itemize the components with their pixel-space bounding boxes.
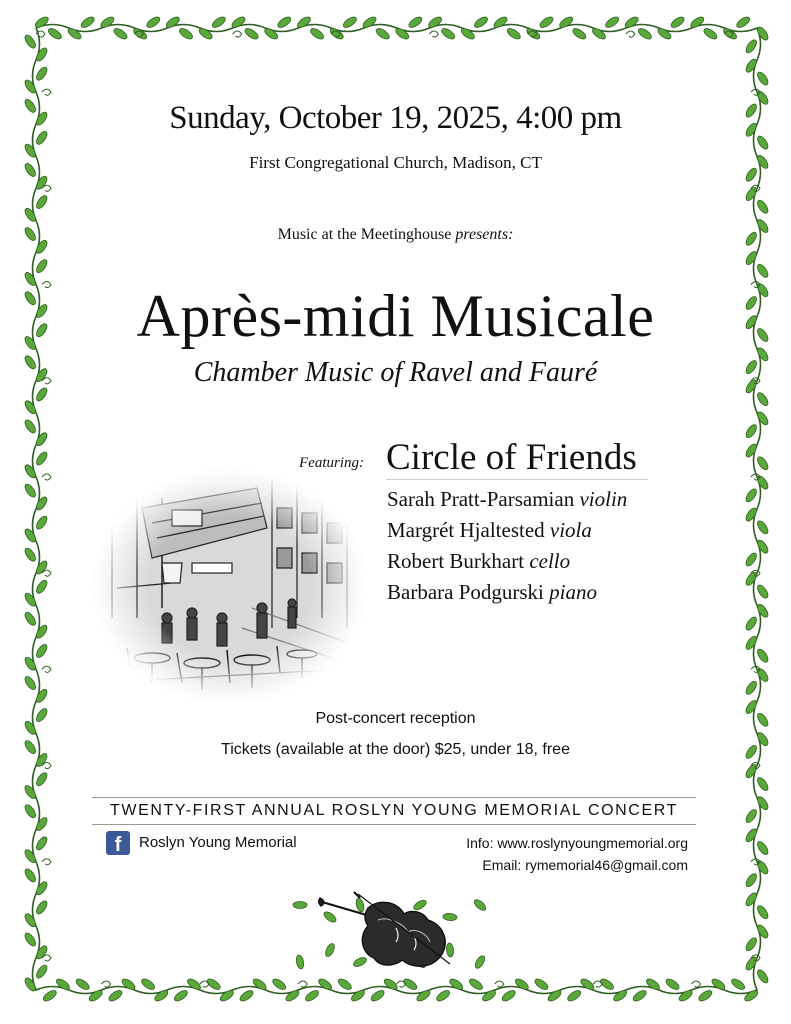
vine-leaf	[744, 442, 759, 458]
presenter-line	[0, 226, 791, 244]
vine-leaf	[145, 15, 161, 30]
vine-leaf	[538, 15, 554, 30]
concert-title: Après-midi Musicale	[136, 283, 655, 349]
vine-leaf	[23, 418, 38, 434]
vine-leaf	[604, 15, 620, 30]
vine-leaf	[23, 848, 38, 864]
vine-tendril	[42, 859, 51, 865]
vine-leaf	[34, 175, 49, 191]
violin-drawing	[318, 888, 458, 976]
vine-leaf	[755, 455, 770, 471]
vine-leaf	[473, 15, 489, 30]
vine-leaf	[710, 977, 726, 992]
vine-leaf	[34, 559, 49, 575]
vine-leaf	[460, 26, 476, 41]
vine-leaf	[645, 977, 661, 992]
vine-leaf	[744, 551, 759, 567]
vine-leaf	[23, 675, 38, 691]
vine-leaf	[34, 771, 49, 787]
vine-tendril	[692, 981, 701, 987]
vine-leaf	[23, 547, 38, 563]
vine-leaf	[744, 680, 759, 696]
vine-leaf	[374, 26, 390, 41]
vine-leaf	[755, 474, 770, 490]
vine-leaf	[744, 936, 759, 952]
info-website[interactable]: Info: www.roslynyoungmemorial.org	[466, 835, 688, 851]
vine-leaf	[23, 912, 38, 928]
presenter-verb: presents:	[455, 226, 514, 243]
vine-leaf	[448, 977, 464, 992]
vine-leaf	[677, 988, 693, 1003]
vine-leaf	[702, 26, 718, 41]
vine-leaf	[186, 977, 202, 992]
vine-leaf	[34, 944, 49, 960]
vine-leaf	[755, 410, 770, 426]
vine-leaf	[342, 15, 358, 30]
vine-leaf	[744, 250, 759, 266]
cafe-terrace-sketch	[92, 468, 368, 704]
vine-leaf	[23, 399, 38, 415]
vine-leaf	[295, 954, 305, 969]
vine-leaf	[407, 15, 423, 30]
vine-tendril	[593, 981, 602, 987]
vine-leaf	[34, 880, 49, 896]
vine-leaf	[755, 795, 770, 811]
performer-instrument: viola	[549, 518, 592, 542]
vine-leaf	[591, 26, 607, 41]
vine-leaf	[74, 977, 90, 992]
vine-leaf	[34, 450, 49, 466]
vine-leaf	[744, 891, 759, 907]
performer-name: Sarah Pratt-Parsamian	[387, 487, 575, 511]
vine-tendril	[200, 981, 209, 987]
vine-leaf	[558, 15, 574, 30]
vine-leaf	[656, 26, 672, 41]
event-venue: First Congregational Church, Madison, CT	[249, 153, 542, 172]
vine-leaf	[566, 988, 582, 1003]
vine-leaf	[23, 591, 38, 607]
facebook-page-link[interactable]: Roslyn Young Memorial	[139, 834, 297, 851]
performer-3	[387, 549, 570, 574]
vine-leaf	[472, 898, 487, 913]
vine-leaf	[744, 423, 759, 439]
vine-leaf	[755, 583, 770, 599]
vine-leaf	[79, 15, 95, 30]
vine-tendril	[298, 981, 307, 987]
facebook-icon[interactable]: f	[106, 831, 130, 855]
vine-leaf	[440, 26, 456, 41]
vine-leaf	[743, 988, 759, 1003]
vine-leaf	[506, 26, 522, 41]
vine-leaf	[34, 623, 49, 639]
vine-leaf	[744, 506, 759, 522]
vine-leaf	[350, 988, 366, 1003]
vine-leaf	[120, 977, 136, 992]
vine-leaf	[755, 519, 770, 535]
vine-leaf	[34, 66, 49, 82]
vine-leaf	[34, 835, 49, 851]
vine-leaf	[23, 78, 38, 94]
vine-leaf	[99, 15, 115, 30]
vine-leaf	[153, 988, 169, 1003]
vine-leaf	[276, 15, 292, 30]
vine-leaf	[481, 988, 497, 1003]
vine-leaf	[571, 26, 587, 41]
vine-leaf	[402, 977, 418, 992]
vine-leaf	[197, 26, 213, 41]
vine-leaf	[23, 527, 38, 543]
vine-leaf	[612, 988, 628, 1003]
vine-leaf	[34, 194, 49, 210]
vine-leaf	[23, 803, 38, 819]
vine-leaf	[47, 26, 63, 41]
performer-name: Robert Burkhart	[387, 549, 525, 573]
vine-leaf	[23, 207, 38, 223]
performer-name: Barbara Podgurski	[387, 580, 544, 604]
vine-leaf	[23, 867, 38, 883]
vine-leaf	[309, 26, 325, 41]
vine-leaf	[361, 15, 377, 30]
event-date: Sunday, October 19, 2025, 4:00 pm	[169, 100, 622, 136]
vine-leaf	[664, 977, 680, 992]
vine-tendril	[397, 981, 406, 987]
vine-leaf	[317, 977, 333, 992]
vine-leaf	[173, 988, 189, 1003]
vine-leaf	[755, 603, 770, 619]
vine-leaf	[744, 487, 759, 503]
vine-leaf	[744, 38, 759, 54]
vine-leaf	[337, 977, 353, 992]
vine-leaf	[178, 26, 194, 41]
vine-leaf	[42, 988, 58, 1003]
vine-leaf	[579, 977, 595, 992]
vine-leaf	[66, 26, 82, 41]
vine-leaf	[744, 872, 759, 888]
vine-leaf	[369, 988, 385, 1003]
vine-leaf	[230, 15, 246, 30]
vine-leaf	[112, 26, 128, 41]
vine-leaf	[468, 977, 484, 992]
vine-leaf	[34, 643, 49, 659]
vine-leaf	[394, 26, 410, 41]
vine-leaf	[34, 816, 49, 832]
vine-leaf	[34, 963, 49, 979]
vine-leaf	[263, 26, 279, 41]
vine-leaf	[637, 26, 653, 41]
vine-leaf	[755, 263, 770, 279]
vine-leaf	[107, 988, 123, 1003]
vine-leaf	[238, 988, 254, 1003]
vine-leaf	[34, 688, 49, 704]
vine-leaf	[755, 840, 770, 856]
vine-leaf	[755, 859, 770, 875]
vine-leaf	[23, 784, 38, 800]
vine-tendril	[495, 981, 504, 987]
vine-leaf	[755, 904, 770, 920]
vine-leaf	[23, 33, 38, 49]
vine-leaf	[623, 15, 639, 30]
vine-leaf	[23, 463, 38, 479]
vine-leaf	[55, 977, 71, 992]
vine-leaf	[34, 579, 49, 595]
vine-leaf	[251, 977, 267, 992]
vine-leaf	[284, 988, 300, 1003]
vine-leaf	[755, 25, 770, 41]
vine-leaf	[744, 827, 759, 843]
ensemble-underline	[386, 479, 648, 480]
vine-leaf	[34, 258, 49, 274]
vine-leaf	[755, 647, 770, 663]
vine-leaf	[473, 954, 486, 970]
vine-leaf	[755, 776, 770, 792]
ensemble-name: Circle of Friends	[386, 437, 637, 478]
concert-subtitle: Chamber Music of Ravel and Fauré	[193, 357, 598, 388]
vine-leaf	[755, 391, 770, 407]
vine-leaf	[296, 15, 312, 30]
vine-leaf	[23, 611, 38, 627]
info-email[interactable]: Email: rymemorial46@gmail.com	[482, 857, 688, 873]
vine-leaf	[211, 15, 227, 30]
presenter-name: Music at the Meetinghouse	[277, 226, 452, 243]
vine-leaf	[34, 514, 49, 530]
vine-leaf	[415, 988, 431, 1003]
vine-leaf	[34, 46, 49, 62]
vine-tendril	[42, 666, 51, 672]
vine-leaf	[755, 667, 770, 683]
performer-1	[387, 487, 627, 512]
vine-leaf	[744, 635, 759, 651]
vine-tendril	[233, 31, 242, 37]
vine-leaf	[88, 988, 104, 1003]
performer-4	[387, 580, 597, 605]
vine-leaf	[755, 199, 770, 215]
vine-leaf	[755, 968, 770, 984]
vine-leaf	[293, 902, 307, 909]
vine-leaf	[34, 495, 49, 511]
vine-leaf	[546, 988, 562, 1003]
vine-tendril	[429, 31, 438, 37]
vine-leaf	[744, 808, 759, 824]
vine-leaf	[427, 15, 443, 30]
featuring-label: Featuring:	[299, 455, 364, 471]
vine-tendril	[42, 89, 51, 95]
vine-leaf	[383, 977, 399, 992]
vine-leaf	[34, 15, 50, 30]
vine-leaf	[23, 976, 38, 992]
vine-leaf	[744, 615, 759, 631]
vine-leaf	[735, 15, 751, 30]
vine-leaf	[730, 977, 746, 992]
vine-leaf	[632, 988, 648, 1003]
vine-leaf	[755, 70, 770, 86]
vine-leaf	[304, 988, 320, 1003]
vine-tendril	[626, 31, 635, 37]
vine-leaf	[755, 538, 770, 554]
vine-leaf	[599, 977, 615, 992]
vine-leaf	[165, 15, 181, 30]
vine-leaf	[243, 26, 259, 41]
vine-tendril	[42, 474, 51, 480]
vine-leaf	[689, 15, 705, 30]
vine-leaf	[140, 977, 156, 992]
vine-leaf	[669, 15, 685, 30]
memorial-banner: TWENTY-FIRST ANNUAL ROSLYN YOUNG MEMORIAL CONCERT	[92, 797, 696, 825]
vine-leaf	[744, 57, 759, 73]
vine-leaf	[34, 431, 49, 447]
vine-leaf	[206, 977, 222, 992]
vine-leaf	[23, 482, 38, 498]
vine-leaf	[501, 988, 517, 1003]
vine-leaf	[492, 15, 508, 30]
vine-leaf	[271, 977, 287, 992]
performer-2	[387, 518, 592, 543]
ticket-info: Tickets (available at the door) $25, under 18, free	[221, 741, 570, 758]
performer-instrument: cello	[529, 549, 571, 573]
vine-leaf	[533, 977, 549, 992]
vine-leaf	[697, 988, 713, 1003]
vine-leaf	[514, 977, 530, 992]
reception-note: Post-concert reception	[315, 710, 476, 727]
vine-leaf	[219, 988, 235, 1003]
vine-leaf	[755, 923, 770, 939]
performer-name: Margrét Hjaltested	[387, 518, 545, 542]
vine-leaf	[23, 656, 38, 672]
performer-instrument: piano	[549, 580, 597, 604]
performer-instrument: violin	[579, 487, 628, 511]
vine-leaf	[23, 931, 38, 947]
vine-tendril	[102, 981, 111, 987]
vine-leaf	[34, 899, 49, 915]
vine-leaf	[435, 988, 451, 1003]
